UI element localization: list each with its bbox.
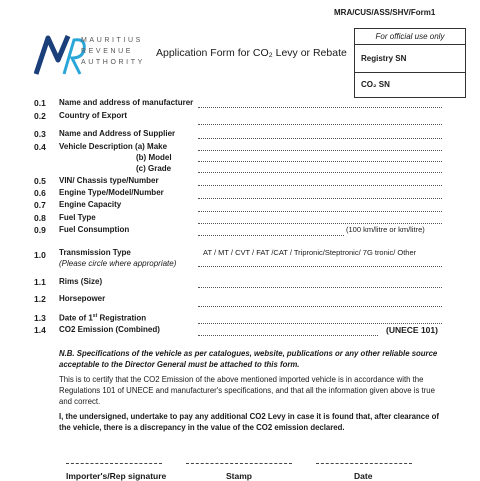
grade-label: (c) Grade <box>136 164 172 173</box>
reg-label-b: Registration <box>97 313 147 323</box>
country-export-field[interactable] <box>198 124 442 125</box>
signature-label: Importer's/Rep signature <box>66 471 167 481</box>
manufacturer-field[interactable] <box>198 107 442 108</box>
stamp-label: Stamp <box>226 471 252 481</box>
date-line[interactable] <box>316 463 412 464</box>
fuel-consumption-field[interactable] <box>198 235 344 236</box>
item-label: Rims (Size) <box>59 277 103 286</box>
grade-field[interactable] <box>198 172 442 173</box>
model-field[interactable] <box>198 161 442 162</box>
item-num: 0.5 <box>34 176 46 186</box>
item-num: 0.3 <box>34 129 46 139</box>
item-label: Fuel Consumption <box>59 225 130 234</box>
make-field[interactable] <box>198 150 442 151</box>
stamp-line[interactable] <box>186 463 292 464</box>
vin-field[interactable] <box>198 185 442 186</box>
item-label: Fuel Type <box>59 213 96 222</box>
item-label: Engine Type/Model/Number <box>59 188 164 197</box>
registry-sn-field[interactable]: Registry SN <box>355 45 465 73</box>
official-use-header: For official use only <box>355 29 465 45</box>
item-label: Horsepower <box>59 294 106 303</box>
engine-capacity-field[interactable] <box>198 211 442 212</box>
item-num: 0.7 <box>34 200 46 210</box>
item-num: 1.1 <box>34 277 46 287</box>
official-use-box <box>354 28 466 98</box>
undertake-note: I, the undersigned, undertake to pay any additional CO2 Levy in case it is found that, after clearance of the vehicle, there is a discrepancy in the value of the CO2 emission declared. <box>59 412 439 432</box>
rims-field[interactable] <box>198 287 442 288</box>
unece-unit: (UNECE 101) <box>386 325 438 335</box>
engine-type-field[interactable] <box>198 198 442 199</box>
transmission-hint: (Please circle where appropriate) <box>59 259 177 268</box>
item-num: 1.4 <box>34 325 46 335</box>
fuel-type-field[interactable] <box>198 223 442 224</box>
transmission-options[interactable]: AT / MT / CVT / FAT /CAT / Tripronic/Steptronic/ 7G tronic/ Other <box>203 248 417 257</box>
item-num: 1.0 <box>34 250 46 260</box>
item-label: CO2 Emission (Combined) <box>59 325 160 334</box>
nb-note: N.B. Specifications of the vehicle as per catalogues, website, publications or any other reliable source acceptable to the Director General must be attached to this form. <box>59 349 438 369</box>
item-label <box>59 313 146 323</box>
item-label: Name and Address of Supplier <box>59 129 176 138</box>
item-label: Name and address of manufacturer <box>59 98 194 107</box>
form-title: Application Form for CO₂ Levy or Rebate <box>156 47 347 59</box>
item-num: 1.3 <box>34 313 46 323</box>
transmission-field[interactable] <box>198 266 442 267</box>
horsepower-field[interactable] <box>198 306 442 307</box>
item-label: Country of Export <box>59 111 127 120</box>
certify-note: This is to certify that the CO2 Emission of the above mentioned imported vehicle is in accordance with the Regulations 101 of UNECE and manufacturer's specifications, and that all the information given above is true and correct. <box>59 375 435 406</box>
supplier-field[interactable] <box>198 138 442 139</box>
reg-label-a: Date of 1 <box>59 313 93 323</box>
co2-sn-field[interactable]: CO₂ SN <box>361 80 390 89</box>
item-num: 0.6 <box>34 188 46 198</box>
model-label: (b) Model <box>136 153 172 162</box>
logo-line2: REVENUE <box>81 48 134 55</box>
item-num: 0.4 <box>34 142 46 152</box>
item-num: 1.2 <box>34 294 46 304</box>
fuel-unit: (100 km/litre or km/litre) <box>346 225 425 234</box>
item-label: Transmission Type <box>59 248 131 257</box>
co2-emission-field[interactable] <box>198 335 378 336</box>
item-num: 0.2 <box>34 111 46 121</box>
logo-m-stroke <box>36 36 68 74</box>
item-num: 0.9 <box>34 225 46 235</box>
signature-line[interactable] <box>66 463 162 464</box>
logo-line1: MAURITIUS <box>81 37 143 44</box>
item-label: Engine Capacity <box>59 200 122 209</box>
date-label: Date <box>354 471 373 481</box>
first-registration-field[interactable] <box>198 323 442 324</box>
item-label: Vehicle Description (a) Make <box>59 142 168 151</box>
item-label: VIN/ Chassis type/Number <box>59 176 159 185</box>
form-code: MRA/CUS/ASS/SHV/Form1 <box>334 8 436 17</box>
item-num: 0.1 <box>34 98 46 108</box>
logo-line3: AUTHORITY <box>81 59 145 66</box>
reg-label-sup: st <box>92 313 98 319</box>
item-num: 0.8 <box>34 213 46 223</box>
logo-wordmark <box>81 35 145 68</box>
